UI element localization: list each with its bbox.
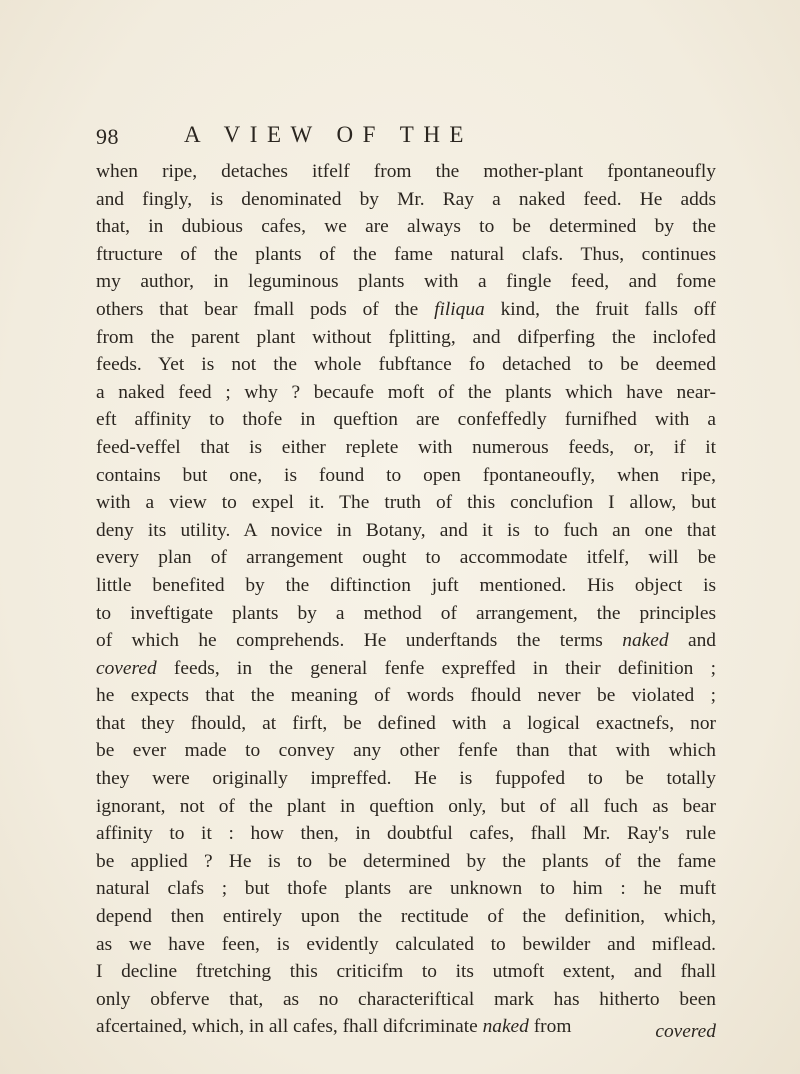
text-line: my author, in leguminous plants with a fingle feed, and fome — [96, 271, 716, 293]
text-line: eft affinity to thofe in queftion are confeffedly furnifhed with a — [96, 409, 716, 431]
text-line: ignorant, not of the plant in queftion only, but of all fuch as bear — [96, 795, 716, 817]
text-line: feeds. Yet is not the whole fubftance fo detached to be deemed — [96, 354, 716, 376]
text-line: afcertained, which, in all cafes, fhall difcriminate naked from — [96, 1016, 572, 1038]
text-line: be ever made to convey any other fenfe than that with which — [96, 740, 716, 762]
text-line: others that bear fmall pods of the filiqua kind, the fruit falls off — [96, 298, 716, 320]
page-header — [96, 122, 716, 152]
text-line: that, in dubious cafes, we are always to be determined by the — [96, 216, 716, 238]
text-line: from the parent plant without fplitting, and difperfing the inclofed — [96, 326, 716, 348]
catchword: covered — [655, 1021, 716, 1042]
text-line: every plan of arrangement ought to accommodate itfelf, will be — [96, 547, 716, 569]
text-line: deny its utility. A novice in Botany, and it is to fuch an one that — [96, 519, 716, 541]
body-text — [96, 158, 716, 1041]
text-line: ftructure of the plants of the fame natural clafs. Thus, continues — [96, 243, 716, 265]
text-line: affinity to it : how then, in doubtful cafes, fhall Mr. Ray's rule — [96, 823, 716, 845]
text-line: he expects that the meaning of words fhould never be violated ; — [96, 685, 716, 707]
text-line: when ripe, detaches itfelf from the mother-plant fpontaneoufly — [96, 161, 716, 182]
text-line: only obferve that, as no characteriftical mark has hitherto been — [96, 988, 716, 1010]
page-number: 98 — [96, 124, 119, 149]
text-line: of which he comprehends. He underftands the terms naked and — [96, 630, 716, 652]
text-line: as we have feen, is evidently calculated to bewilder and miflead. — [96, 933, 716, 955]
text-line: contains but one, is found to open fpontaneoufly, when ripe, — [96, 464, 716, 486]
text-line: that they fhould, at firft, be defined with a logical exactnefs, nor — [96, 712, 716, 734]
text-line: to inveftigate plants by a method of arrangement, the principles — [96, 602, 716, 624]
running-head: A VIEW OF THE — [184, 122, 473, 147]
text-line: a naked feed ; why ? becaufe moft of the plants which have near- — [96, 381, 716, 403]
text-line: and fingly, is denominated by Mr. Ray a naked feed. He adds — [96, 188, 716, 210]
text-line: I decline ftretching this criticifm to its utmoft extent, and fhall — [96, 961, 716, 983]
text-line: depend then entirely upon the rectitude of the definition, which, — [96, 906, 716, 928]
text-line: with a view to expel it. The truth of this conclufion I allow, but — [96, 492, 716, 514]
text-line: little benefited by the diftinction juft mentioned. His object is — [96, 574, 716, 596]
text-line: be applied ? He is to be determined by the plants of the fame — [96, 850, 716, 872]
text-line: feed-veffel that is either replete with numerous feeds, or, if it — [96, 436, 716, 458]
text-line: they were originally impreffed. He is fuppofed to be totally — [96, 768, 716, 790]
text-line: natural clafs ; but thofe plants are unknown to him : he muft — [96, 878, 716, 900]
text-line: covered feeds, in the general fenfe expreffed in their definition ; — [96, 657, 716, 679]
